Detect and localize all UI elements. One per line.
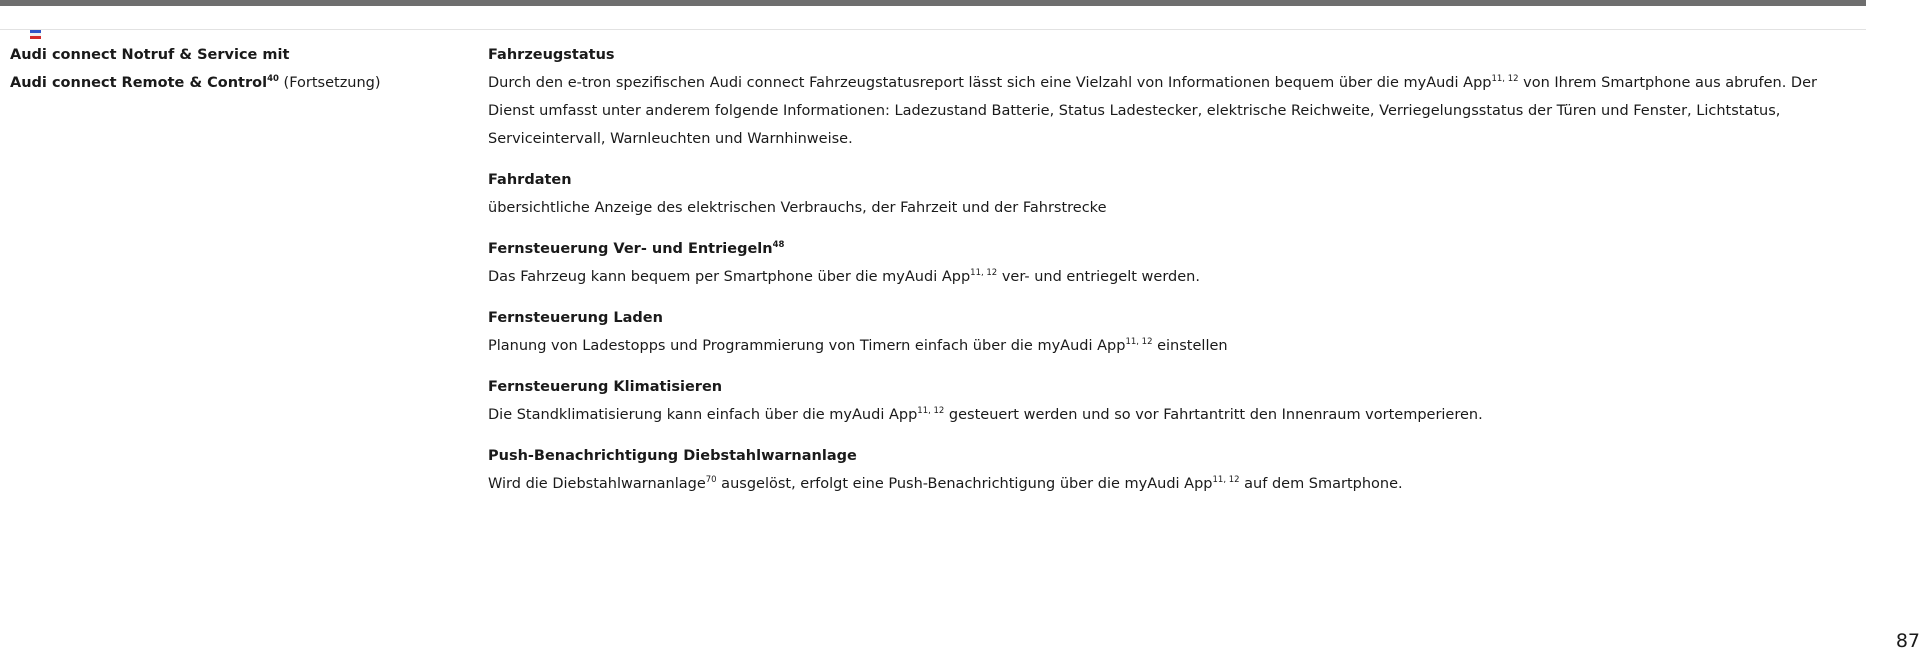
section-body — [488, 401, 1858, 429]
footnote-ref: 11, 12 — [970, 268, 998, 279]
footnote-ref: 11, 12 — [1125, 337, 1153, 348]
section-title — [488, 235, 1858, 263]
section-title: Fahrdaten — [488, 172, 572, 188]
footnote-ref: 48 — [772, 240, 785, 251]
footnote-ref: 11, 12 — [1212, 475, 1240, 486]
section-text: Durch den e-tron spezifischen Audi connect Fahrzeugstatusreport lässt sich eine Vielzahl von Informationen bequem über die myAudi App — [488, 75, 1492, 91]
footnote-ref: 70 — [705, 475, 717, 486]
section-fernsteuerung-laden — [488, 304, 1858, 360]
section-fernsteuerung-klimatisieren — [488, 373, 1858, 429]
section-body — [488, 470, 1858, 498]
section-text: von Ihrem Smartphone aus abrufen. Der — [1518, 75, 1817, 91]
section-title: Fernsteuerung Laden — [488, 310, 663, 326]
section-body: übersichtliche Anzeige des elektrischen Verbrauchs, der Fahrzeit und der Fahrstrecke — [488, 200, 1107, 216]
section-text: gesteuert werden und so vor Fahrtantritt den Innenraum vortemperieren. — [944, 407, 1483, 423]
section-fahrdaten — [488, 166, 1858, 222]
section-text: Planung von Ladestopps und Programmierung von Timern einfach über die myAudi App — [488, 338, 1126, 354]
page-number: 87 — [1895, 630, 1920, 652]
top-rule — [0, 0, 1866, 6]
sidebar-heading-line2 — [10, 69, 470, 97]
section-push-benachrichtigung — [488, 442, 1858, 498]
section-text: Das Fahrzeug kann bequem per Smartphone über die myAudi App — [488, 269, 971, 285]
section-text: Die Standklimatisierung kann einfach über die myAudi App — [488, 407, 918, 423]
section-title: Fahrzeugstatus — [488, 47, 615, 63]
header-divider — [0, 29, 1866, 30]
flag-icon — [30, 30, 41, 40]
section-body — [488, 69, 1858, 97]
section-body-line: Dienst umfasst unter anderem folgende Informationen: Ladezustand Batterie, Status Ladestecker, elektrische Reichweite, Verriegelungsstatus der Türen und Fenster, Lichtstatus, — [488, 103, 1781, 119]
footnote-ref: 11, 12 — [1491, 74, 1519, 85]
section-title-text: Fernsteuerung Ver- und Entriegeln — [488, 241, 773, 257]
section-text: auf dem Smartphone. — [1239, 476, 1403, 492]
section-body — [488, 332, 1858, 360]
section-title: Fernsteuerung Klimatisieren — [488, 379, 723, 395]
sidebar-heading-line1: Audi connect Notruf & Service mit — [10, 47, 290, 63]
section-text: ausgelöst, erfolgt eine Push-Benachrichtigung über die myAudi App — [716, 476, 1213, 492]
content-column — [488, 41, 1858, 511]
section-body — [488, 263, 1858, 291]
section-fahrzeugstatus — [488, 41, 1858, 153]
section-title: Push-Benachrichtigung Diebstahlwarnanlage — [488, 448, 857, 464]
section-text: ver- und entriegelt werden. — [997, 269, 1200, 285]
sidebar-heading-suffix: (Fortsetzung) — [278, 75, 381, 91]
sidebar-heading — [10, 41, 470, 97]
section-text: Wird die Diebstahlwarnanlage — [488, 476, 706, 492]
sidebar-heading-line2-bold: Audi connect Remote & Control — [10, 75, 268, 91]
section-body-line: Serviceintervall, Warnleuchten und Warnhinweise. — [488, 131, 853, 147]
footnote-ref: 11, 12 — [917, 406, 945, 417]
section-text: einstellen — [1152, 338, 1228, 354]
section-fernsteuerung-verriegeln — [488, 235, 1858, 291]
footnote-ref: 40 — [267, 74, 279, 85]
